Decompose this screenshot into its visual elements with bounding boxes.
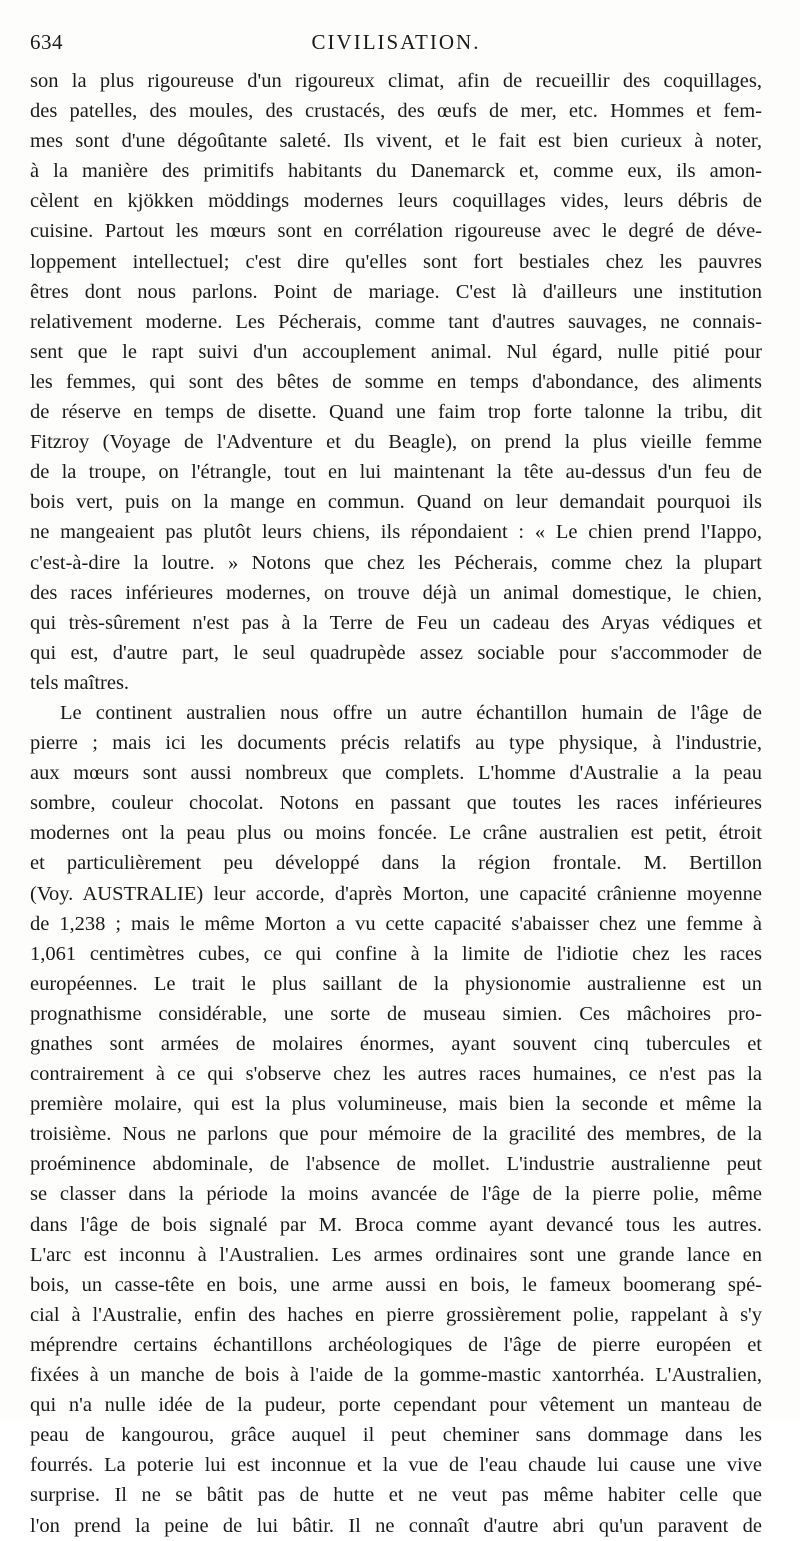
text-line: des races inférieures modernes, on trouve déjà un animal domestique, le chien,	[30, 581, 762, 604]
text-line: sombre, couleur chocolat. Notons en passant que toutes les races inférieures	[30, 792, 762, 815]
text-line: aux mœurs sont aussi nombreux que complets. L'homme d'Australie a la peau	[30, 762, 762, 785]
text-line: modernes ont la peau plus ou moins foncée. Le crâne australien est petit, étroit	[30, 822, 762, 845]
text-line: prognathisme considérable, une sorte de museau simien. Ces mâchoires pro-	[30, 1002, 762, 1025]
text-line: dans l'âge de bois signalé par M. Broca comme ayant devancé tous les autres.	[30, 1213, 762, 1236]
text-line: ne mangeaient pas plutôt leurs chiens, ils répondaient : « Le chien prend l'Iappo,	[30, 521, 762, 544]
text-line: et particulièrement peu développé dans la région frontale. M. Bertillon	[30, 852, 762, 875]
text-line: les femmes, qui sont des bêtes de somme en temps d'abondance, des aliments	[30, 370, 762, 393]
text-line: bois vert, puis on la mange en commun. Quand on leur demandait pourquoi ils	[30, 491, 762, 514]
text-line: se classer dans la période la moins avancée de l'âge de la pierre polie, même	[30, 1183, 762, 1206]
text-line: de réserve en temps de disette. Quand une faim trop forte talonne la tribu, dit	[30, 401, 762, 424]
text-line: cial à l'Australie, enfin des haches en pierre grossièrement polie, rappelant à s'y	[30, 1303, 762, 1326]
text-line: relativement moderne. Les Pécherais, comme tant d'autres sauvages, ne connais-	[30, 310, 762, 333]
text-line: c'est-à-dire la loutre. » Notons que chez les Pécherais, comme chez la plupart	[30, 551, 762, 574]
page-header	[30, 22, 762, 56]
text-line: troisième. Nous ne parlons que pour mémoire de la gracilité des membres, de la	[30, 1123, 762, 1146]
text-line: peau de kangourou, grâce auquel il peut cheminer sans dommage dans les	[30, 1424, 762, 1447]
text-line: cuisine. Partout les mœurs sont en corrélation rigoureuse avec le degré de déve-	[30, 220, 762, 243]
text-line: de 1,238 ; mais le même Morton a vu cette capacité s'abaisser chez une femme à	[30, 912, 762, 935]
text-line: (Voy. AUSTRALIE) leur accorde, d'après Morton, une capacité crânienne moyenne	[30, 882, 762, 905]
text-line: L'arc est inconnu à l'Australien. Les armes ordinaires sont une grande lance en	[30, 1243, 762, 1266]
text-line: Fitzroy (Voyage de l'Adventure et du Beagle), on prend la plus vieille femme	[30, 431, 762, 454]
text-line: pierre ; mais ici les documents précis relatifs au type physique, à l'industrie,	[30, 732, 762, 755]
text-line: 1,061 centimètres cubes, ce qui confine à la limite de l'idiotie chez les races	[30, 942, 762, 965]
text-line: bois, un casse-tête en bois, une arme aussi en bois, le fameux boomerang spé-	[30, 1273, 762, 1296]
text-line: mes sont d'une dégoûtante saleté. Ils vivent, et le fait est bien curieux à noter,	[30, 130, 762, 153]
body-text	[30, 66, 762, 1541]
text-line: l'on prend la peine de lui bâtir. Il ne connaît d'autre abri qu'un paravent de	[30, 1514, 762, 1537]
paragraph-end-line: tels maîtres.	[30, 671, 130, 694]
text-line: des patelles, des moules, des crustacés, des œufs de mer, etc. Hommes et fem-	[30, 100, 762, 123]
text-line: fixées à un manche de bois à l'aide de la gomme-mastic xantorrhéa. L'Australien,	[30, 1364, 762, 1387]
text-line: êtres dont nous parlons. Point de mariage. C'est là d'ailleurs une institution	[30, 280, 762, 303]
text-line: proéminence abdominale, de l'absence de mollet. L'industrie australienne peut	[30, 1153, 762, 1176]
text-line: gnathes sont armées de molaires énormes, ayant souvent cinq tubercules et	[30, 1033, 762, 1055]
text-line: contrairement à ce qui s'observe chez les autres races humaines, ce n'est pas la	[30, 1063, 762, 1086]
page-number: 634	[30, 30, 63, 54]
text-line: loppement intellectuel; c'est dire qu'elles sont fort bestiales chez les pauvres	[30, 250, 762, 273]
text-line: méprendre certains échantillons archéologiques de l'âge de pierre européen et	[30, 1333, 762, 1356]
text-line: qui très-sûrement n'est pas à la Terre de Feu un cadeau des Aryas védiques et	[30, 611, 762, 634]
text-line: à la manière des primitifs habitants du Danemarck et, comme eux, ils amon-	[30, 160, 762, 183]
text-line: première molaire, qui est la plus volumineuse, mais bien la seconde et même la	[30, 1093, 762, 1116]
text-line: cèlent en kjökken möddings modernes leurs coquillages vides, leurs débris de	[30, 190, 762, 213]
running-head: CIVILISATION.	[311, 30, 481, 54]
text-line: sent que le rapt suivi d'un accouplement animal. Nul égard, nulle pitié pour	[30, 340, 762, 363]
text-line: de la troupe, on l'étrangle, tout en lui maintenant la tête au-dessus d'un feu de	[30, 461, 762, 484]
text-line: européennes. Le trait le plus saillant de la physionomie australienne est un	[30, 972, 762, 995]
text-line: qui n'a nulle idée de la pudeur, porte cependant pour vêtement un manteau de	[30, 1394, 762, 1417]
text-line: fourrés. La poterie lui est inconnue et la vue de l'eau chaude lui cause une vive	[30, 1454, 762, 1477]
paragraph-start-line: Le continent australien nous offre un autre échantillon humain de l'âge de	[60, 701, 762, 724]
text-line: qui est, d'autre part, le seul quadrupède assez sociable pour s'accommoder de	[30, 641, 762, 664]
text-line: surprise. Il ne se bâtit pas de hutte et ne veut pas même habiter celle que	[30, 1484, 762, 1507]
text-line: son la plus rigoureuse d'un rigoureux climat, afin de recueillir des coquillages,	[30, 70, 762, 92]
